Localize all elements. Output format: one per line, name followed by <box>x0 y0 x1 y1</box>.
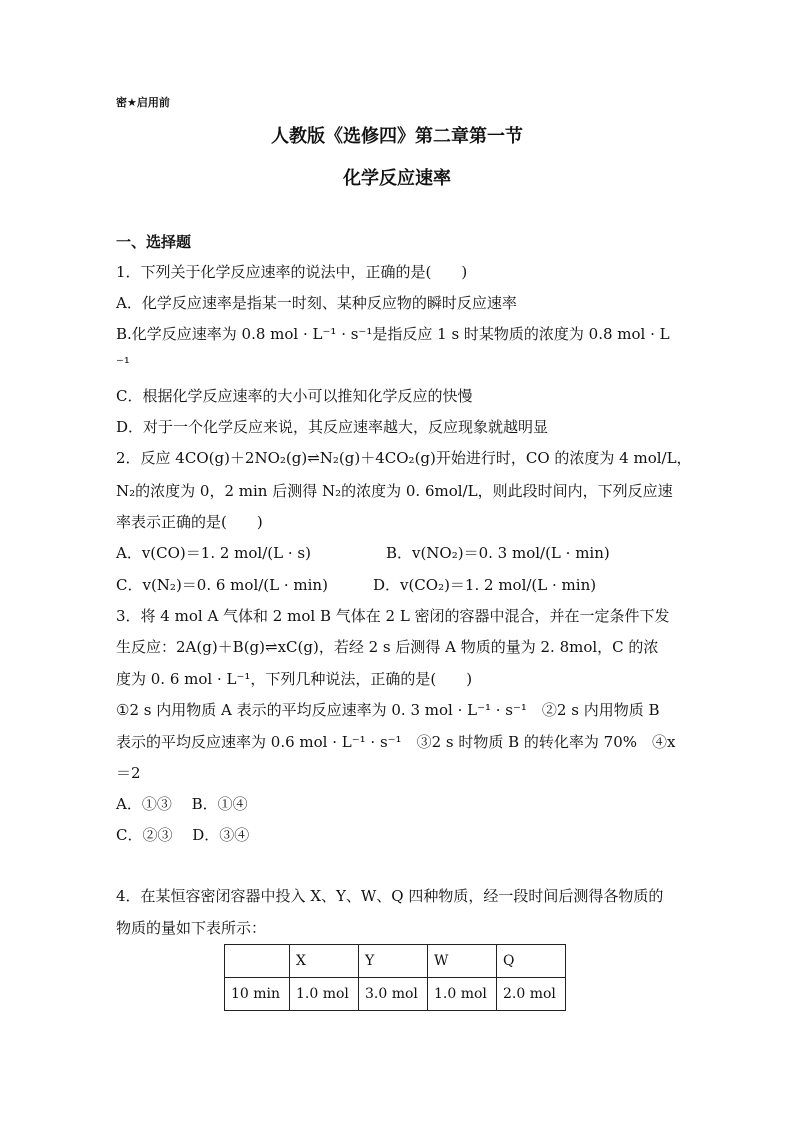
table-cell: 1.0 mol <box>428 978 497 1011</box>
options-3cd: C．②③ D．③④ <box>116 826 250 844</box>
statements-3-cont: 表示的平均反应速率为 0.6 mol · L⁻¹ · s⁻¹ ③2 s 时物质 B 的转化率为 70% ④x <box>116 733 676 751</box>
option-1d: D．对于一个化学反应来说，其反应速率越大，反应现象就越明显 <box>116 418 549 436</box>
option-1b: B.化学反应速率为 0.8 mol · L⁻¹ · s⁻¹是指反应 1 s 时某物质的浓度为 0.8 mol · L <box>116 325 670 343</box>
question-2: 2．反应 4CO(g)＋2NO₂(g)⇌N₂(g)＋4CO₂(g)开始进行时，CO 的浓度为 4 mol/L， <box>116 449 692 467</box>
table-cell: 1.0 mol <box>290 978 359 1011</box>
table-header-cell: X <box>290 945 359 978</box>
section-heading: 一、选择题 <box>116 233 192 251</box>
options-2cd: C．v(N₂)＝0. 6 mol/(L · min) D．v(CO₂)＝1. 2 mol/(L · min) <box>116 576 597 594</box>
option-1c: C．根据化学反应速率的大小可以推知化学反应的快慢 <box>116 387 473 405</box>
secret-mark: 密★启用前 <box>116 96 170 109</box>
question-1: 1．下列关于化学反应速率的说法中，正确的是( ) <box>116 263 468 281</box>
page-title: 人教版《选修四》第二章第一节 <box>271 126 523 147</box>
table-header-cell <box>225 945 290 978</box>
page-subtitle: 化学反应速率 <box>343 168 451 189</box>
question-3: 3．将 4 mol A 气体和 2 mol B 气体在 2 L 密闭的容器中混合，并在一定条件下发 <box>116 607 670 625</box>
statements-3-cont2: ＝2 <box>116 764 141 782</box>
options-3ab: A．①③ B．①④ <box>116 795 248 813</box>
table-header-cell: Y <box>359 945 428 978</box>
option-1a: A．化学反应速率是指某一时刻、某种反应物的瞬时反应速率 <box>116 294 517 312</box>
table-cell: 10 min <box>225 978 290 1011</box>
question-3-cont2: 度为 0. 6 mol · L⁻¹，下列几种说法，正确的是( ) <box>116 670 473 688</box>
question-4-cont: 物质的量如下表所示： <box>116 919 267 937</box>
question-4: 4．在某恒容密闭容器中投入 X、Y、W、Q 四种物质，经一段时间后测得各物质的 <box>116 887 664 905</box>
options-2ab: A．v(CO)＝1. 2 mol/(L · s) B．v(NO₂)＝0. 3 mol/(L · min) <box>116 544 610 562</box>
table-cell: 3.0 mol <box>359 978 428 1011</box>
table-cell: 2.0 mol <box>497 978 566 1011</box>
question-3-cont: 生反应：2A(g)＋B(g)⇌xC(g)，若经 2 s 后测得 A 物质的量为 2. 8mol，C 的浓 <box>116 638 659 656</box>
table-header-cell: Q <box>497 945 566 978</box>
statements-3: ①2 s 内用物质 A 表示的平均反应速率为 0. 3 mol · L⁻¹ · s⁻¹ ②2 s 内用物质 B <box>116 701 660 719</box>
table-row <box>225 978 566 1011</box>
question-2-cont2: 率表示正确的是( ) <box>116 513 263 531</box>
table-header-cell: W <box>428 945 497 978</box>
option-1b-cont: ⁻¹ <box>116 354 130 372</box>
data-table <box>224 944 566 1011</box>
table-header-row <box>225 945 566 978</box>
question-2-cont: N₂的浓度为 0，2 min 后测得 N₂的浓度为 0. 6mol/L，则此段时间内，下列反应速 <box>116 482 673 500</box>
